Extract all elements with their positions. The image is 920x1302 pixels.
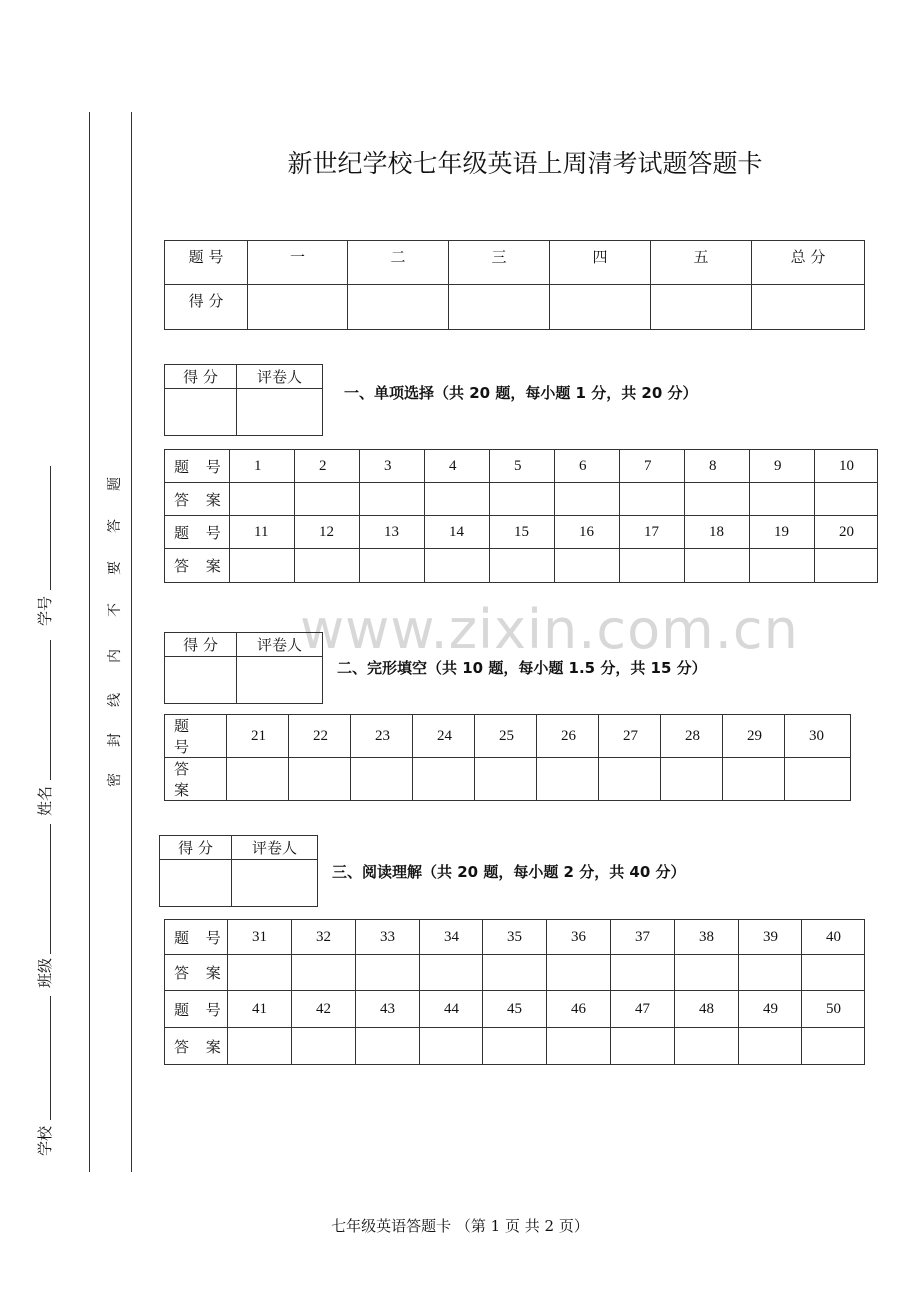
answer-cell[interactable] xyxy=(739,1028,802,1065)
summary-header-3: 三 xyxy=(449,241,550,285)
question-number: 23 xyxy=(351,715,413,758)
question-number: 27 xyxy=(599,715,661,758)
section3-title: 三、阅读理解（共 20 题，每小题 2 分，共 40 分） xyxy=(332,863,686,881)
answer-cell[interactable] xyxy=(675,1028,739,1065)
summary-score-cell[interactable] xyxy=(449,285,550,330)
answer-label: 答 案 xyxy=(165,549,230,583)
question-number: 47 xyxy=(611,991,675,1028)
question-number: 3 xyxy=(360,450,425,483)
question-number: 17 xyxy=(620,516,685,549)
seal-char-2: 封 xyxy=(107,733,123,747)
score-box-grader-cell[interactable] xyxy=(237,389,323,436)
score-box-score-cell[interactable] xyxy=(165,657,237,704)
answer-cell[interactable] xyxy=(420,1028,483,1065)
question-number: 21 xyxy=(227,715,289,758)
answer-cell[interactable] xyxy=(425,483,490,516)
class-label: 班级 xyxy=(36,957,54,988)
answer-cell[interactable] xyxy=(555,549,620,583)
answer-cell[interactable] xyxy=(292,1028,356,1065)
watermark: www.zixin.com.cn xyxy=(300,598,799,661)
question-number: 20 xyxy=(815,516,878,549)
student-no-blank[interactable] xyxy=(50,466,51,590)
summary-score-cell[interactable] xyxy=(550,285,651,330)
score-box-grader-label: 评卷人 xyxy=(237,365,323,389)
question-number: 37 xyxy=(611,920,675,955)
answer-cell[interactable] xyxy=(547,955,611,991)
question-number-label: 题 号 xyxy=(165,450,230,483)
name-blank[interactable] xyxy=(50,640,51,780)
answer-cell[interactable] xyxy=(413,758,475,801)
seal-char-8: 题 xyxy=(107,477,123,491)
answer-cell[interactable] xyxy=(228,1028,292,1065)
question-number: 15 xyxy=(490,516,555,549)
answer-label: 答 案 xyxy=(165,483,230,516)
score-box-grader-label: 评卷人 xyxy=(237,633,323,657)
question-number: 30 xyxy=(785,715,851,758)
section1-answer-grid xyxy=(164,449,878,583)
question-number: 44 xyxy=(420,991,483,1028)
question-number: 38 xyxy=(675,920,739,955)
question-number: 36 xyxy=(547,920,611,955)
summary-header-4: 四 xyxy=(550,241,651,285)
question-number: 45 xyxy=(483,991,547,1028)
score-box-grader-cell[interactable] xyxy=(232,860,318,907)
question-number: 4 xyxy=(425,450,490,483)
answer-cell[interactable] xyxy=(750,549,815,583)
question-number: 42 xyxy=(292,991,356,1028)
seal-char-4: 内 xyxy=(107,649,123,663)
answer-cell[interactable] xyxy=(537,758,599,801)
answer-label: 答 案 xyxy=(165,955,228,991)
question-number: 18 xyxy=(685,516,750,549)
question-number: 29 xyxy=(723,715,785,758)
question-number: 40 xyxy=(802,920,865,955)
question-number: 28 xyxy=(661,715,723,758)
question-number-label: 题 号 xyxy=(165,991,228,1028)
answer-label: 答 案 xyxy=(165,758,227,801)
answer-cell[interactable] xyxy=(815,483,878,516)
question-number: 10 xyxy=(815,450,878,483)
answer-cell[interactable] xyxy=(425,549,490,583)
question-number: 35 xyxy=(483,920,547,955)
answer-cell[interactable] xyxy=(675,955,739,991)
section2-answer-grid xyxy=(164,714,851,801)
section2-score-box xyxy=(164,632,323,704)
answer-cell[interactable] xyxy=(490,483,555,516)
name-label: 姓名 xyxy=(36,785,54,816)
seal-char-7: 答 xyxy=(107,519,123,533)
question-number: 24 xyxy=(413,715,475,758)
answer-cell[interactable] xyxy=(483,955,547,991)
table-row xyxy=(165,516,878,549)
table-row xyxy=(165,549,878,583)
question-number: 6 xyxy=(555,450,620,483)
summary-score-cell[interactable] xyxy=(651,285,752,330)
answer-cell[interactable] xyxy=(356,1028,420,1065)
score-box-score-label: 得 分 xyxy=(160,836,232,860)
summary-header-label: 题 号 xyxy=(165,241,248,285)
answer-cell[interactable] xyxy=(475,758,537,801)
answer-cell[interactable] xyxy=(360,483,425,516)
answer-cell[interactable] xyxy=(360,549,425,583)
question-number: 16 xyxy=(555,516,620,549)
question-number: 8 xyxy=(685,450,750,483)
table-row xyxy=(165,758,851,801)
question-number: 14 xyxy=(425,516,490,549)
score-box-grader-cell[interactable] xyxy=(237,657,323,704)
answer-cell[interactable] xyxy=(547,1028,611,1065)
margin-line-inner xyxy=(131,112,132,1172)
score-box-score-cell[interactable] xyxy=(160,860,232,907)
question-number: 9 xyxy=(750,450,815,483)
answer-cell[interactable] xyxy=(228,955,292,991)
score-box-score-label: 得 分 xyxy=(165,633,237,657)
question-number-label: 题 号 xyxy=(165,516,230,549)
table-row xyxy=(165,483,878,516)
seal-char-1: 密 xyxy=(107,773,123,787)
section3-answer-grid xyxy=(164,919,865,1065)
question-number: 50 xyxy=(802,991,865,1028)
seal-char-6: 要 xyxy=(107,561,123,575)
question-number: 43 xyxy=(356,991,420,1028)
table-row xyxy=(165,920,865,955)
summary-header-total: 总 分 xyxy=(752,241,865,285)
summary-score-label: 得 分 xyxy=(165,285,248,330)
answer-cell[interactable] xyxy=(802,955,865,991)
answer-cell[interactable] xyxy=(785,758,851,801)
question-number-label: 题 号 xyxy=(165,715,227,758)
score-box-score-cell[interactable] xyxy=(165,389,237,436)
question-number-label: 题 号 xyxy=(165,920,228,955)
student-no-label: 学号 xyxy=(36,595,54,626)
answer-cell[interactable] xyxy=(230,483,295,516)
answer-cell[interactable] xyxy=(750,483,815,516)
question-number: 34 xyxy=(420,920,483,955)
table-row xyxy=(165,1028,865,1065)
seal-char-3: 线 xyxy=(107,693,123,707)
page-title: 新世纪学校七年级英语上周清考试题答题卡 xyxy=(287,149,763,178)
section1-score-box xyxy=(164,364,323,436)
school-label: 学校 xyxy=(36,1125,54,1156)
answer-cell[interactable] xyxy=(685,549,750,583)
question-number: 13 xyxy=(360,516,425,549)
question-number: 32 xyxy=(292,920,356,955)
question-number: 48 xyxy=(675,991,739,1028)
summary-score-cell[interactable] xyxy=(752,285,865,330)
answer-cell[interactable] xyxy=(289,758,351,801)
answer-cell[interactable] xyxy=(356,955,420,991)
question-number: 11 xyxy=(230,516,295,549)
question-number: 12 xyxy=(295,516,360,549)
question-number: 5 xyxy=(490,450,555,483)
answer-label: 答 案 xyxy=(165,1028,228,1065)
table-row xyxy=(165,955,865,991)
answer-cell[interactable] xyxy=(351,758,413,801)
answer-cell[interactable] xyxy=(685,483,750,516)
answer-cell[interactable] xyxy=(620,549,685,583)
answer-cell[interactable] xyxy=(661,758,723,801)
question-number: 2 xyxy=(295,450,360,483)
class-blank[interactable] xyxy=(50,824,51,954)
summary-header-5: 五 xyxy=(651,241,752,285)
question-number: 1 xyxy=(230,450,295,483)
answer-cell[interactable] xyxy=(620,483,685,516)
page-footer: 七年级英语答题卡 （第 1 页 共 2 页） xyxy=(331,1217,589,1235)
section2-title: 二、完形填空（共 10 题，每小题 1.5 分，共 15 分） xyxy=(337,659,707,677)
answer-cell[interactable] xyxy=(723,758,785,801)
answer-cell[interactable] xyxy=(292,955,356,991)
question-number: 31 xyxy=(228,920,292,955)
summary-header-1: 一 xyxy=(248,241,348,285)
answer-cell[interactable] xyxy=(490,549,555,583)
summary-table xyxy=(164,240,865,330)
answer-cell[interactable] xyxy=(227,758,289,801)
question-number: 49 xyxy=(739,991,802,1028)
answer-cell[interactable] xyxy=(295,549,360,583)
answer-cell[interactable] xyxy=(815,549,878,583)
school-blank[interactable] xyxy=(50,996,51,1120)
summary-score-cell[interactable] xyxy=(248,285,348,330)
question-number: 25 xyxy=(475,715,537,758)
answer-cell[interactable] xyxy=(599,758,661,801)
table-row xyxy=(165,450,878,483)
section1-title: 一、单项选择（共 20 题，每小题 1 分，共 20 分） xyxy=(344,384,698,402)
answer-cell[interactable] xyxy=(611,1028,675,1065)
question-number: 41 xyxy=(228,991,292,1028)
answer-cell[interactable] xyxy=(295,483,360,516)
summary-score-cell[interactable] xyxy=(348,285,449,330)
question-number: 46 xyxy=(547,991,611,1028)
answer-cell[interactable] xyxy=(802,1028,865,1065)
answer-cell[interactable] xyxy=(555,483,620,516)
table-row xyxy=(165,991,865,1028)
question-number: 19 xyxy=(750,516,815,549)
table-row xyxy=(165,715,851,758)
question-number: 33 xyxy=(356,920,420,955)
score-box-grader-label: 评卷人 xyxy=(232,836,318,860)
question-number: 26 xyxy=(537,715,599,758)
score-box-score-label: 得 分 xyxy=(165,365,237,389)
answer-cell[interactable] xyxy=(739,955,802,991)
answer-cell[interactable] xyxy=(611,955,675,991)
answer-cell[interactable] xyxy=(420,955,483,991)
margin-line-outer xyxy=(89,112,90,1172)
section3-score-box xyxy=(159,835,318,907)
answer-cell[interactable] xyxy=(483,1028,547,1065)
question-number: 7 xyxy=(620,450,685,483)
question-number: 39 xyxy=(739,920,802,955)
answer-cell[interactable] xyxy=(230,549,295,583)
seal-char-5: 不 xyxy=(107,603,123,617)
summary-header-2: 二 xyxy=(348,241,449,285)
question-number: 22 xyxy=(289,715,351,758)
